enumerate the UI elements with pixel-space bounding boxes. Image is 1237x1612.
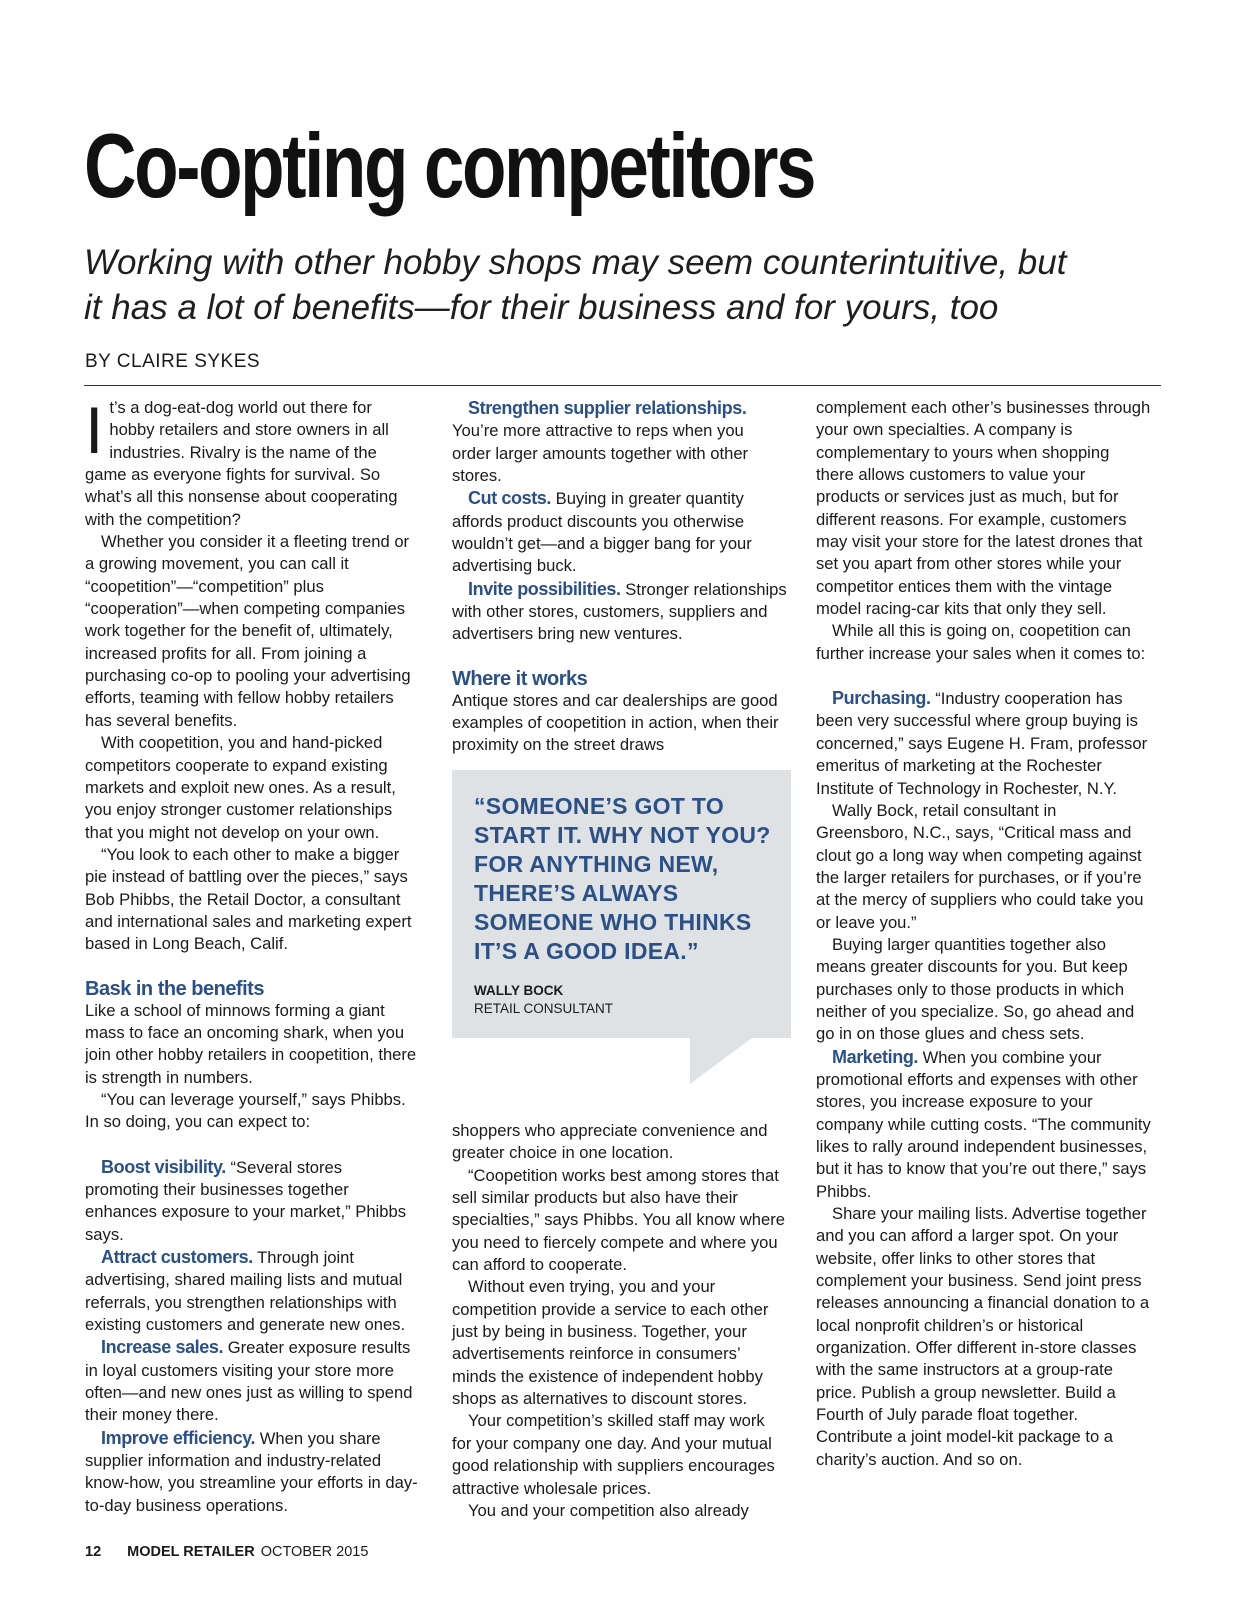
- paragraph: “Coopetition works best among stores that sell similar products but also have their specialties,” says Phibbs. You all know where you need to fiercely compete and where you can afford to cooperate.: [452, 1165, 785, 1275]
- column-2-top: [452, 397, 787, 757]
- benefit-lead: Strengthen supplier relationships.: [468, 398, 747, 418]
- pull-quote-text: “SOMEONE’S GOT TO START IT. WHY NOT YOU? FOR ANYTHING NEW, THERE’S ALWAYS SOMEONE WHO THINKS IT’S A GOOD IDEA.”: [474, 793, 771, 964]
- benefit-lead: Boost visibility.: [101, 1156, 226, 1177]
- byline: BY CLAIRE SYKES: [85, 351, 261, 372]
- paragraph: With coopetition, you and hand-picked competitors cooperate to expand existing markets and exploit new ones. As a result, you enjoy stronger customer relationships that you might not develop on your own.: [85, 733, 396, 842]
- paragraph: Like a school of minnows forming a giant mass to face an oncoming shark, when you join other hobby retailers in coopetition, there is strength in numbers.: [85, 1000, 417, 1087]
- paragraph: “You can leverage yourself,” says Phibbs. In so doing, you can expect to:: [85, 1089, 406, 1132]
- paragraph: Wally Bock, retail consultant in Greensboro, N.C., says, “Critical mass and clout go a long way when competing against the larger retailers for purchases, or if you’re at the mercy of suppliers who could take you or leave you.”: [816, 800, 1144, 932]
- paragraph: You and your competition also already: [468, 1500, 749, 1520]
- header-divider: [84, 385, 1161, 386]
- benefit-text: Greater exposure results in loyal customers visiting your store more often—and new ones just as willing to spend their money there.: [85, 1338, 413, 1425]
- benefit-text: “Industry cooperation has been very successful where group buying is concerned,” says Eugene H. Fram, professor emeritus of marketing at the Rochester Institute of Technology in Rochester, N.Y.: [816, 689, 1148, 798]
- speech-bubble-tail: [690, 1038, 752, 1084]
- benefit-lead: Improve efficiency.: [101, 1427, 256, 1448]
- column-2-bottom: [452, 1120, 787, 1522]
- deck-line-1: Working with other hobby shops may seem counterintuitive, but: [84, 243, 1067, 282]
- benefit-text: When you share supplier information and industry-related know-how, you streamline your efforts in day-to-day business operations.: [85, 1428, 418, 1515]
- paragraph: Your competition’s skilled staff may work for your company one day. And your mutual good relationship with suppliers encourages attractive wholesale prices.: [452, 1411, 775, 1498]
- subhead-where-it-works: Where it works: [452, 667, 588, 690]
- pull-quote: [452, 770, 791, 1038]
- page-footer: [85, 1544, 368, 1560]
- column-1: [85, 393, 420, 1517]
- benefit-item: [816, 1046, 1151, 1203]
- benefit-text: “Several stores promoting their businesses together enhances exposure to your market,” Phibbs says.: [85, 1157, 406, 1244]
- intro-text: t’s a dog-eat-dog world out there for hobby retailers and store owners in all industries. Rivalry is the name of the game as everyone fights for survival. So what’s all this nonsense about cooperating with the competition?: [85, 398, 398, 529]
- article-deck: [84, 240, 1174, 330]
- benefit-item: [452, 487, 787, 577]
- benefit-lead: Marketing.: [832, 1046, 919, 1067]
- drop-cap: I: [85, 393, 104, 467]
- article-title: Co-opting competitors: [84, 116, 815, 217]
- benefit-item: [816, 687, 1151, 800]
- benefit-lead: Purchasing.: [832, 688, 931, 709]
- benefit-item: [452, 397, 787, 487]
- benefit-item: [85, 1156, 420, 1246]
- paragraph: Whether you consider it a fleeting trend or a growing movement, you can call it “coopetition”—“competition” plus “cooperation”—when competing companies work together for the benefit of, ultimately, increased profits for all. From joining a purchasing co-op to pooling your advertising efforts, teaming with fellow hobby retailers has several benefits.: [85, 532, 411, 730]
- intro-paragraph: [85, 393, 420, 531]
- benefit-lead: Cut costs.: [468, 488, 552, 509]
- benefit-text: You’re more attractive to reps when you order larger amounts together with other stores.: [452, 421, 749, 486]
- issue-date: OCTOBER 2015: [260, 1544, 369, 1560]
- paragraph: complement each other’s businesses through your own specialties. A company is complementary to yours when shopping there allows customers to value your products or services just as much, but for different reasons. For example, customers may visit your store for the latest drones that set you apart from other stores while your competitor entices them with the vintage model racing-car kits that only they sell.: [816, 398, 1151, 619]
- benefit-text: Through joint advertising, shared mailing lists and mutual referrals, you strengthen relationships with existing customers and generate new ones.: [85, 1248, 406, 1335]
- pull-quote-attribution-name: WALLY BOCK: [474, 983, 564, 998]
- benefit-lead: Attract customers.: [101, 1247, 253, 1268]
- benefit-lead: Invite possibilities.: [468, 578, 621, 599]
- deck-line-2: it has a lot of benefits—for their business and for yours, too: [84, 288, 999, 327]
- benefit-item: [452, 578, 787, 646]
- benefit-lead: Increase sales.: [101, 1337, 224, 1358]
- column-3: [816, 397, 1151, 1471]
- paragraph: Antique stores and car dealerships are good examples of coopetition in action, when their proximity on the street draws: [452, 690, 779, 755]
- paragraph: While all this is going on, coopetition can further increase your sales when it comes to:: [816, 621, 1146, 663]
- pull-quote-attribution-role: RETAIL CONSULTANT: [474, 1001, 614, 1016]
- paragraph: “You look to each other to make a bigger pie instead of battling over the pieces,” says Bob Phibbs, the Retail Doctor, a consultant and international sales and marketing expert based in Long Beach, Calif.: [85, 844, 412, 954]
- magazine-name: MODEL RETAILER: [127, 1544, 255, 1560]
- benefit-text: Stronger relationships with other stores, customers, suppliers and advertisers bring new ventures.: [452, 579, 787, 644]
- paragraph: Share your mailing lists. Advertise together and you can afford a larger spot. On your website, offer links to other stores that complement your business. Send joint press releases announcing a financial donation to a local nonprofit children’s or historical organization. Offer different in-store classes with the same instructors at a group-rate price. Publish a group newsletter. Build a Fourth of July parade float together. Contribute a joint model-kit package to a charity’s auction. And so on.: [816, 1204, 1150, 1469]
- benefit-text: When you combine your promotional efforts and expenses with other stores, you increase exposure to your company while cutting costs. “The community likes to rally around independent businesses, but it has to know that you’re out there,” says Phibbs.: [816, 1047, 1151, 1201]
- subhead-bask-in-the-benefits: Bask in the benefits: [85, 977, 264, 1000]
- paragraph: shoppers who appreciate convenience and greater choice in one location.: [452, 1121, 768, 1163]
- benefit-item: [85, 1427, 420, 1517]
- paragraph: Without even trying, you and your competition provide a service to each other just by being in business. Together, your advertisements reinforce in consumers’ minds the existence of independent hobby shops as alternatives to discount stores.: [452, 1277, 769, 1409]
- benefit-item: [85, 1336, 420, 1426]
- page-number: 12: [85, 1544, 102, 1560]
- paragraph: Buying larger quantities together also means greater discounts for you. But keep purchases only to those products in which neither of you specialize. So, go ahead and go in on those glues and chess sets.: [816, 934, 1135, 1044]
- benefit-item: [85, 1246, 420, 1336]
- benefit-text: Buying in greater quantity affords product discounts you otherwise wouldn’t get—and a bigger bang for your advertising buck.: [452, 489, 752, 576]
